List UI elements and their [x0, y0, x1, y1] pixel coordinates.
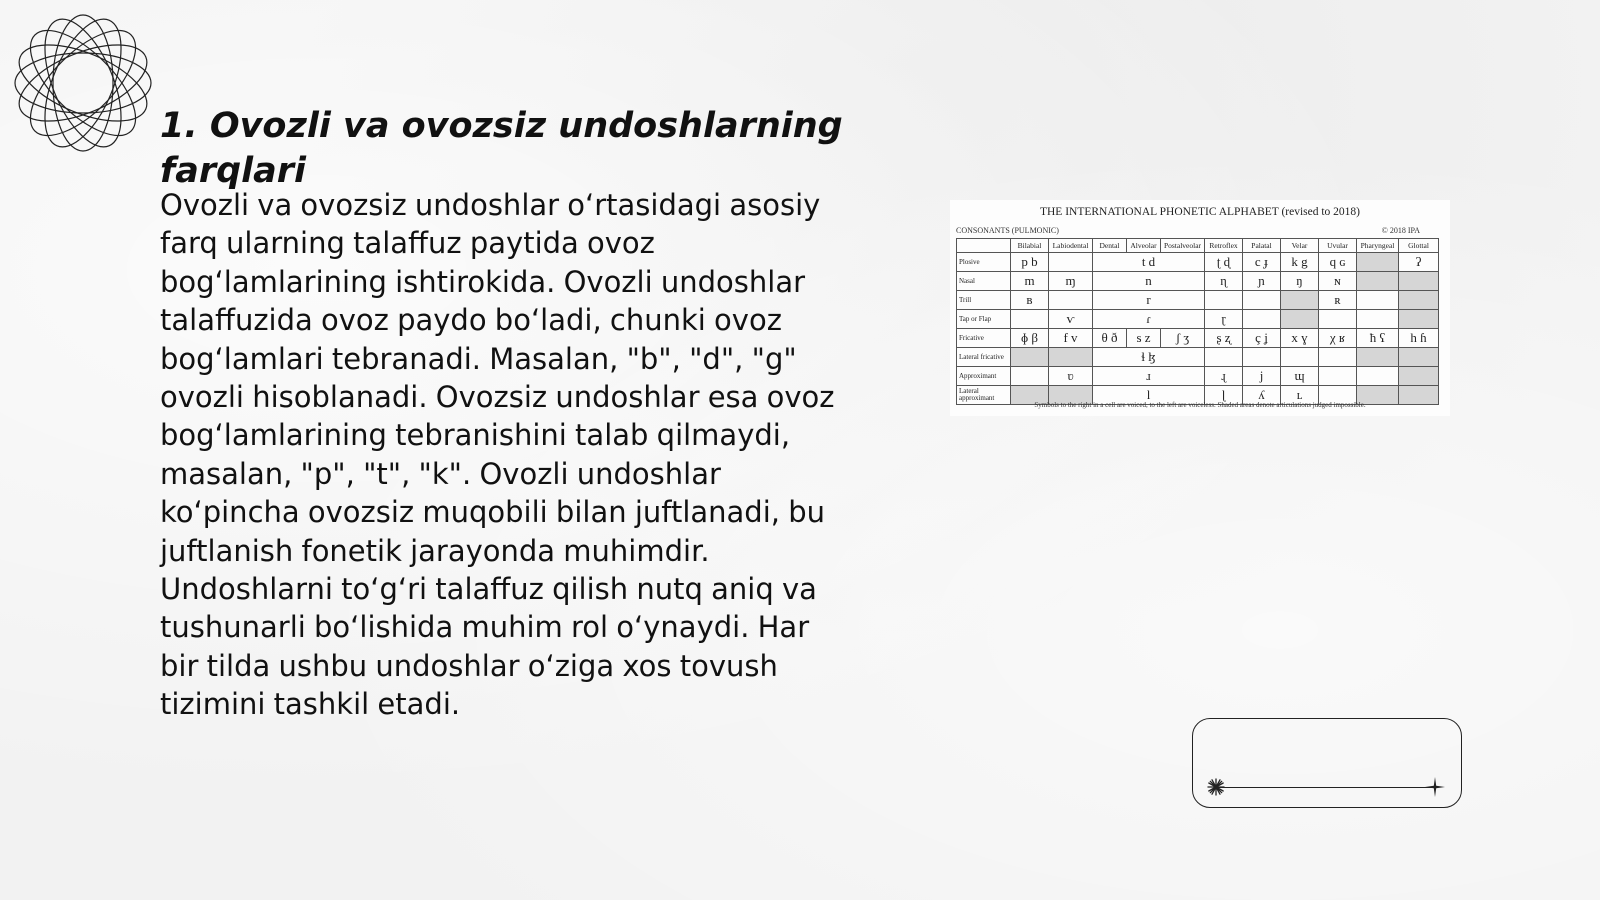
ipa-row-label: Fricative	[957, 329, 1011, 348]
ipa-cell: ɱ	[1049, 272, 1093, 291]
ipa-cell: n	[1093, 272, 1205, 291]
ipa-row-label: Tap or Flap	[957, 310, 1011, 329]
ipa-chart-subtitle: CONSONANTS (PULMONIC)	[956, 226, 1059, 235]
ipa-cell: ɲ	[1243, 272, 1281, 291]
ipa-col-header: Bilabial	[1011, 239, 1049, 253]
ipa-row-nasal	[957, 272, 1439, 291]
ipa-cell: ɬ ɮ	[1093, 348, 1205, 367]
ipa-cell: ŋ	[1281, 272, 1319, 291]
ipa-cell	[1357, 291, 1399, 310]
ipa-row-tap-or-flap	[957, 310, 1439, 329]
slide-body-text: Ovozli va ovozsiz undoshlar o‘rtasidagi asosiy farq ularning talaffuz paytida ovoz bog‘lamlarining ishtirokida. Ovozli undoshlar talaffuzida ovoz paydo bo‘ladi, chunki ovoz bog‘lamlari tebranadi. Masalan, "b", "d", "g" ovozli hisoblanadi. Ovozsiz undoshlar esa ovoz bog‘lamlarining tebranishini talab qilmaydi, masalan, "p", "t", "k". Ovozli undoshlar ko‘pincha ovozsiz muqobili bilan juftlanadi, bu juftlanish fonetik jarayonda muhimdir. Undoshlarni to‘g‘ri talaffuz qilish nutq aniq va tushunarli bo‘lishida muhim rol o‘ynaydi. Har bir tilda ushbu undoshlar o‘ziga xos tovush tizimini tashkil etadi.	[160, 188, 835, 722]
ipa-cell-shaded	[1281, 310, 1319, 329]
ipa-cell-shaded	[1357, 348, 1399, 367]
ipa-col-header: Glottal	[1399, 239, 1439, 253]
slide-title: 1. Ovozli va ovozsiz undoshlarning farqlari	[160, 106, 843, 191]
ipa-cell	[1281, 348, 1319, 367]
ipa-cell: ɳ	[1205, 272, 1243, 291]
ipa-cell: ʈ ɖ	[1205, 253, 1243, 272]
ipa-row-label: Nasal	[957, 272, 1011, 291]
ipa-cell: ʀ	[1319, 291, 1357, 310]
ipa-cell	[1011, 310, 1049, 329]
ipa-col-header: Uvular	[1319, 239, 1357, 253]
ipa-cell: ɭ	[1205, 386, 1243, 405]
ipa-cell: ħ ʕ	[1357, 329, 1399, 348]
ipa-cell-shaded	[1399, 348, 1439, 367]
ipa-cell: f v	[1049, 329, 1093, 348]
ipa-cell: l	[1093, 386, 1205, 405]
ipa-cell: ʂ ʐ	[1205, 329, 1243, 348]
ipa-header-row	[957, 239, 1439, 253]
ipa-cell-shaded	[1399, 367, 1439, 386]
ipa-cell: c ɟ	[1243, 253, 1281, 272]
ipa-col-header: Labiodental	[1049, 239, 1093, 253]
ipa-col-header: Dental	[1093, 239, 1127, 253]
ipa-cell	[1049, 291, 1093, 310]
ipa-cell: ɾ	[1093, 310, 1205, 329]
ipa-col-header: Postalveolar	[1161, 239, 1205, 253]
ipa-row-approximant	[957, 367, 1439, 386]
ipa-cell: ʙ	[1011, 291, 1049, 310]
ipa-cell	[1011, 367, 1049, 386]
ipa-cell: ʔ	[1399, 253, 1439, 272]
ipa-row-trill	[957, 291, 1439, 310]
ipa-col-header: Velar	[1281, 239, 1319, 253]
ipa-cell: ɰ	[1281, 367, 1319, 386]
ipa-row-plosive	[957, 253, 1439, 272]
decorative-rosette-icon	[10, 10, 156, 156]
ipa-cell: ɻ	[1205, 367, 1243, 386]
ipa-cell: ɹ	[1093, 367, 1205, 386]
ipa-cell	[1243, 291, 1281, 310]
ipa-col-header: Palatal	[1243, 239, 1281, 253]
ipa-cell: ɽ	[1205, 310, 1243, 329]
ipa-cell	[1357, 310, 1399, 329]
ipa-cell-shaded	[1011, 348, 1049, 367]
ipa-cell	[1205, 348, 1243, 367]
ipa-cell: t d	[1093, 253, 1205, 272]
ipa-chart-image	[950, 200, 1450, 416]
ipa-chart-copyright: © 2018 IPA	[1381, 226, 1420, 235]
ipa-row-label: Trill	[957, 291, 1011, 310]
ipa-cell: ʋ	[1049, 367, 1093, 386]
ipa-cell	[1205, 291, 1243, 310]
ipa-cell	[1357, 367, 1399, 386]
ipa-cell: θ ð	[1093, 329, 1127, 348]
ipa-row-label: Plosive	[957, 253, 1011, 272]
ipa-corner-cell	[957, 239, 1011, 253]
ipa-row-label: Approximant	[957, 367, 1011, 386]
ipa-cell	[1243, 310, 1281, 329]
ipa-cell: k g	[1281, 253, 1319, 272]
ipa-cell-shaded	[1281, 291, 1319, 310]
ipa-cell-shaded	[1357, 253, 1399, 272]
ipa-cell: χ ʁ	[1319, 329, 1357, 348]
ipa-cell: ⱱ	[1049, 310, 1093, 329]
ipa-row-lateral-fricative	[957, 348, 1439, 367]
ipa-cell: j	[1243, 367, 1281, 386]
ipa-cell: ʟ	[1281, 386, 1319, 405]
ipa-cell	[1243, 348, 1281, 367]
ipa-cell: s z	[1127, 329, 1161, 348]
ipa-cell: ʃ ʒ	[1161, 329, 1205, 348]
ipa-cell: r	[1093, 291, 1205, 310]
ipa-cell: h ɦ	[1399, 329, 1439, 348]
ipa-cell-shaded	[1357, 272, 1399, 291]
ipa-cell: q ɢ	[1319, 253, 1357, 272]
ipa-cell-shaded	[1049, 348, 1093, 367]
ipa-cell: ç ʝ	[1243, 329, 1281, 348]
ipa-cell-shaded	[1399, 310, 1439, 329]
ipa-chart-footnote: Symbols to the right in a cell are voiced, to the left are voiceless. Shaded areas denote articulations judged impossible.	[1034, 401, 1366, 409]
ipa-cell-shaded	[1399, 272, 1439, 291]
ipa-cell	[1319, 310, 1357, 329]
ipa-col-header: Retroflex	[1205, 239, 1243, 253]
ipa-cell: m	[1011, 272, 1049, 291]
ipa-cell	[1319, 367, 1357, 386]
ipa-row-label: Lateral approximant	[957, 386, 1011, 405]
ipa-cell: p b	[1011, 253, 1049, 272]
ipa-cell	[1319, 348, 1357, 367]
ipa-row-label: Lateral fricative	[957, 348, 1011, 367]
ipa-cell-shaded	[1399, 291, 1439, 310]
ipa-col-header: Pharyngeal	[1357, 239, 1399, 253]
ipa-cell: ɸ β	[1011, 329, 1049, 348]
ipa-chart-title: THE INTERNATIONAL PHONETIC ALPHABET (revised to 2018)	[1039, 206, 1361, 218]
ipa-col-header: Alveolar	[1127, 239, 1161, 253]
ipa-cell: ʎ	[1243, 386, 1281, 405]
sparkle-burst-icon	[1207, 778, 1225, 796]
ipa-cell	[1049, 253, 1093, 272]
ipa-consonant-table	[956, 238, 1439, 405]
media-progress-track[interactable]	[1215, 787, 1437, 788]
ipa-row-fricative	[957, 329, 1439, 348]
four-point-star-icon	[1425, 777, 1445, 797]
media-progress-frame	[1192, 718, 1462, 808]
ipa-cell: x ɣ	[1281, 329, 1319, 348]
ipa-cell: ɴ	[1319, 272, 1357, 291]
